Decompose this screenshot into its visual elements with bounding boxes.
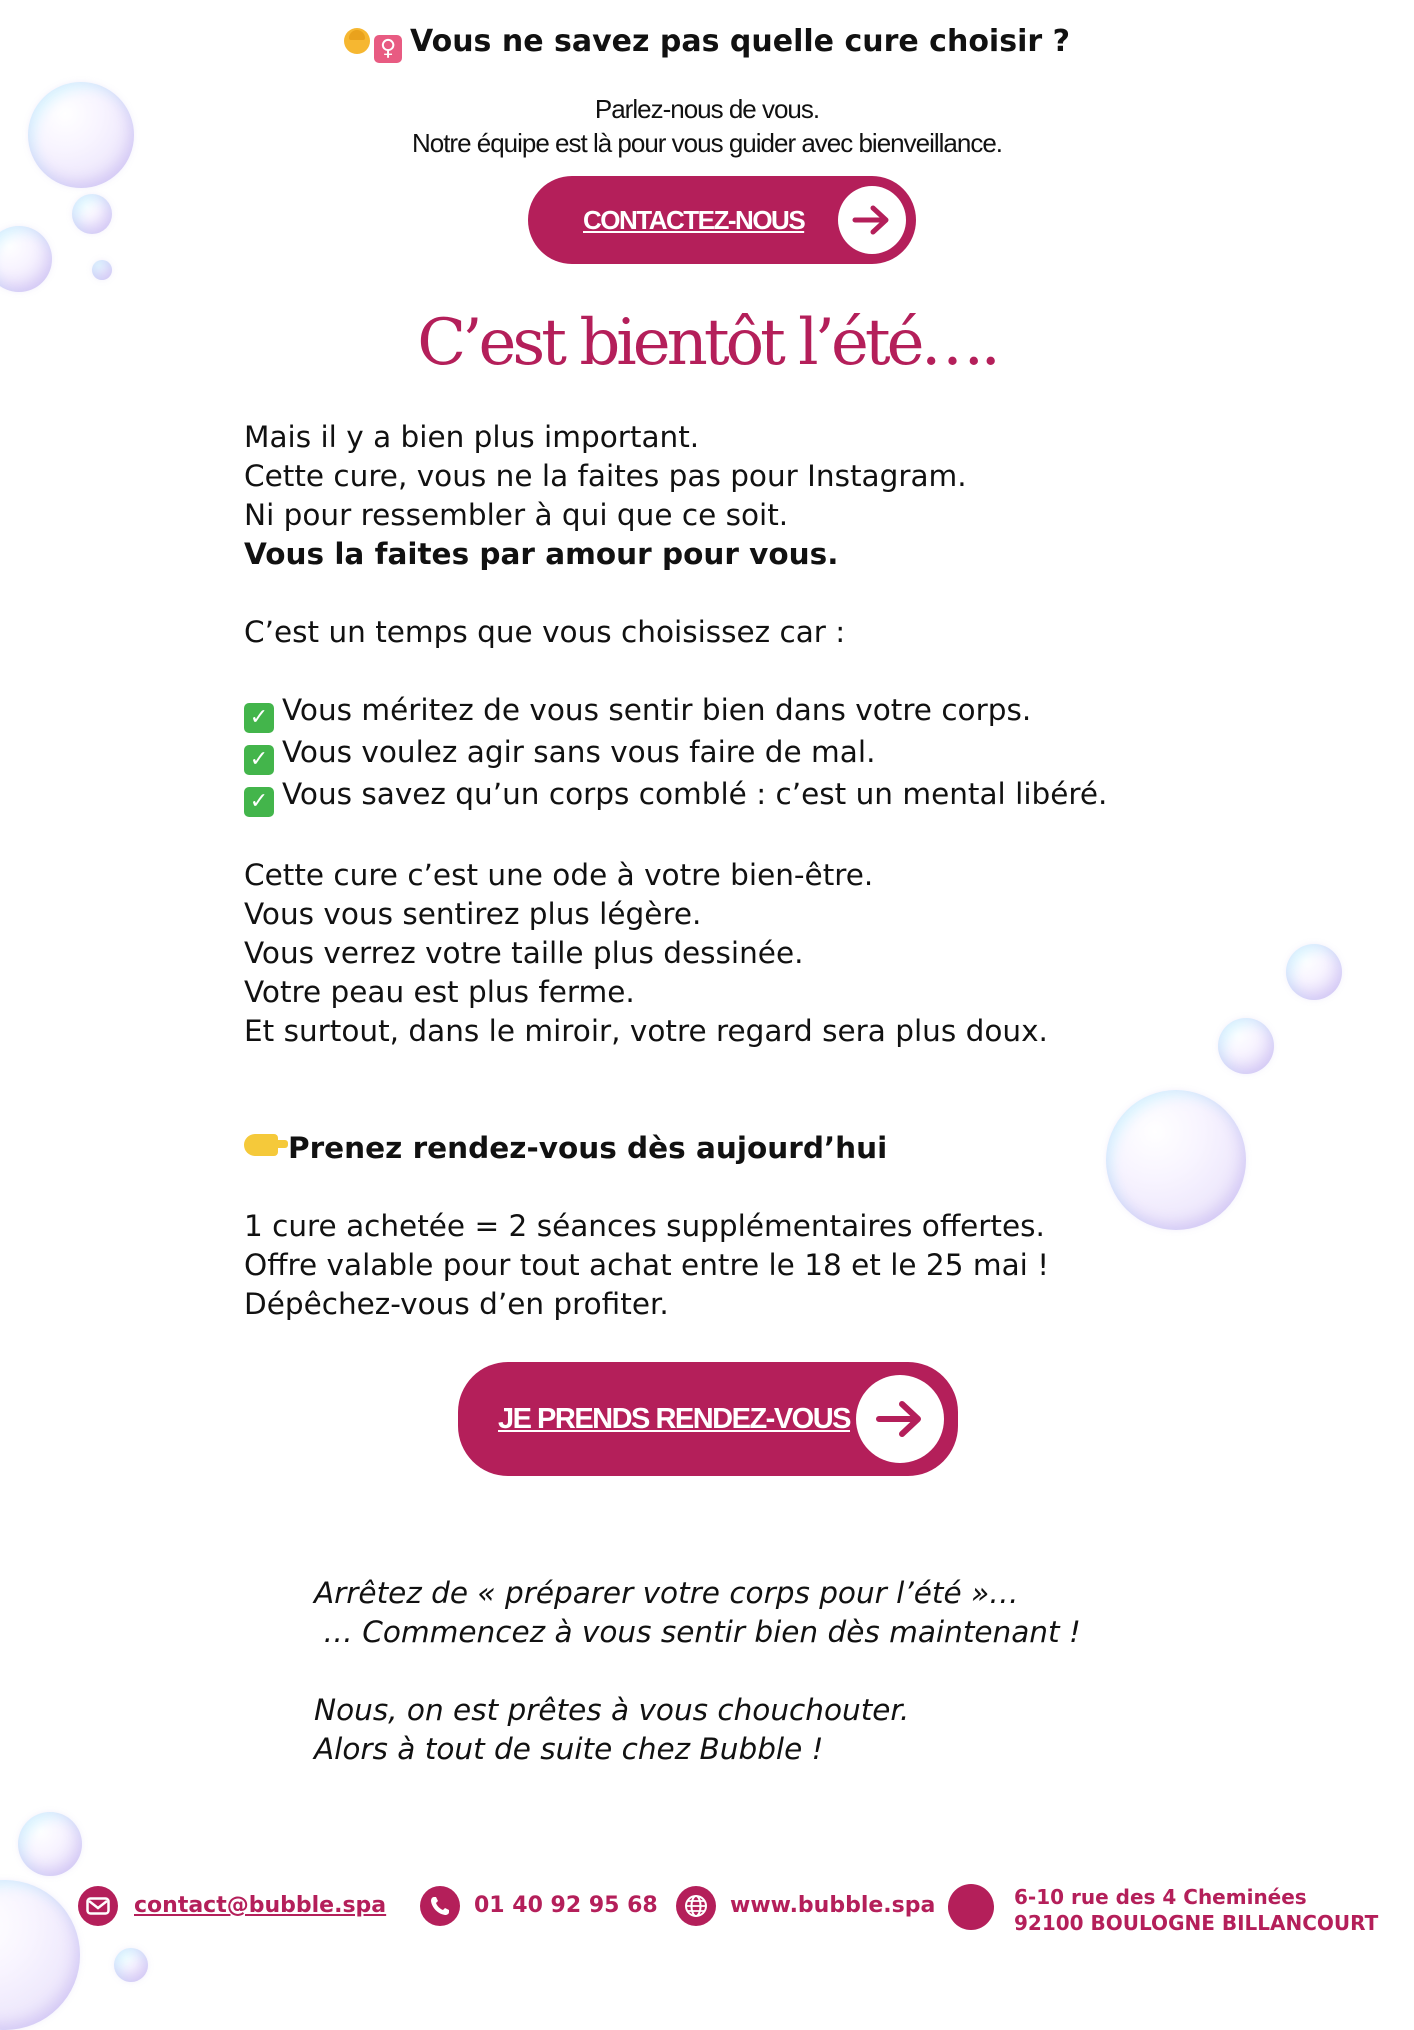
reason-item xyxy=(244,691,1224,733)
appointment-heading-text: Prenez rendez-vous dès aujourd’hui xyxy=(288,1131,888,1165)
intro-line: Parlez-nous de vous. xyxy=(594,94,820,124)
appointment-heading xyxy=(244,1129,1224,1168)
appointment-button-label: JE PRENDS RENDEZ-VOUS xyxy=(498,1402,851,1435)
benefit-line: Cette cure c’est une ode à votre bien-être. xyxy=(244,858,874,892)
reason-item xyxy=(244,733,1224,775)
bubble-decoration xyxy=(114,1948,148,1982)
arrow-right-icon xyxy=(838,186,906,254)
page-heading: C’est bientôt l’été…. xyxy=(417,306,997,380)
reason-text: Vous voulez agir sans vous faire de mal. xyxy=(282,735,876,769)
footer-email-link[interactable]: contact@bubble.spa xyxy=(134,1893,387,1918)
closing-line: Alors à tout de suite chez Bubble ! xyxy=(314,1732,824,1766)
body-line-bold: Vous la faites par amour pour vous. xyxy=(244,537,839,571)
contact-button[interactable] xyxy=(528,176,916,264)
address-line: 6-10 rue des 4 Cheminées xyxy=(1014,1885,1307,1909)
check-icon: ✓ xyxy=(244,787,274,817)
benefit-line: Vous vous sentirez plus légère. xyxy=(244,897,702,931)
bubble-decoration xyxy=(0,1880,80,2030)
closing-line: … Commencez à vous sentir bien dès maintenant ! xyxy=(314,1615,1081,1649)
bubble-decoration xyxy=(72,194,112,234)
body-line: Mais il y a bien plus important. xyxy=(244,420,700,454)
bubble-decoration xyxy=(18,1812,82,1876)
location-icon xyxy=(948,1884,994,1930)
offer-line: Offre valable pour tout achat entre le 18 et le 25 mai ! xyxy=(244,1248,1050,1282)
closing-line: Arrêtez de « préparer votre corps pour l’été »… xyxy=(314,1576,1019,1610)
pointing-hand-icon xyxy=(244,1134,278,1156)
female-sign-icon: ♀ xyxy=(374,35,402,63)
intro-text xyxy=(0,92,1414,160)
arrow-right-icon xyxy=(856,1375,944,1463)
mail-icon xyxy=(78,1886,118,1926)
check-icon: ✓ xyxy=(244,745,274,775)
person-emoji-icon xyxy=(344,28,370,54)
closing-text xyxy=(314,1574,1214,1769)
benefit-line: Et surtout, dans le miroir, votre regard sera plus doux. xyxy=(244,1014,1048,1048)
question-title xyxy=(0,24,1414,63)
benefit-line: Votre peau est plus ferme. xyxy=(244,975,635,1009)
contact-button-label: CONTACTEZ-NOUS xyxy=(583,204,805,235)
offer-line: 1 cure achetée = 2 séances supplémentaires offertes. xyxy=(244,1209,1045,1243)
reasons-intro: C’est un temps que vous choisissez car : xyxy=(244,615,846,649)
question-text: Vous ne savez pas quelle cure choisir ? xyxy=(410,24,1070,59)
reason-text: Vous méritez de vous sentir bien dans votre corps. xyxy=(282,693,1032,727)
footer-website-link[interactable]: www.bubble.spa xyxy=(730,1893,936,1918)
body-line: Ni pour ressembler à qui que ce soit. xyxy=(244,498,789,532)
globe-icon xyxy=(676,1886,716,1926)
bubble-decoration xyxy=(0,226,52,292)
bubble-decoration xyxy=(1286,944,1342,1000)
reason-text: Vous savez qu’un corps comblé : c’est un mental libéré. xyxy=(282,777,1108,811)
footer-address xyxy=(1014,1884,1378,1936)
main-body xyxy=(244,418,1224,1324)
footer-phone[interactable]: 01 40 92 95 68 xyxy=(474,1893,658,1918)
bubble-decoration xyxy=(92,260,112,280)
phone-icon xyxy=(420,1886,460,1926)
check-icon: ✓ xyxy=(244,703,274,733)
address-line: 92100 BOULOGNE BILLANCOURT xyxy=(1014,1911,1379,1935)
reason-item xyxy=(244,775,1224,817)
closing-line: Nous, on est prêtes à vous chouchouter. xyxy=(314,1693,910,1727)
intro-line: Notre équipe est là pour vous guider avec bienveillance. xyxy=(411,128,1003,158)
offer-line: Dépêchez-vous d’en profiter. xyxy=(244,1287,669,1321)
body-line: Cette cure, vous ne la faites pas pour Instagram. xyxy=(244,459,967,493)
benefit-line: Vous verrez votre taille plus dessinée. xyxy=(244,936,804,970)
appointment-button[interactable] xyxy=(458,1362,958,1476)
bubble-decoration xyxy=(1218,1018,1274,1074)
